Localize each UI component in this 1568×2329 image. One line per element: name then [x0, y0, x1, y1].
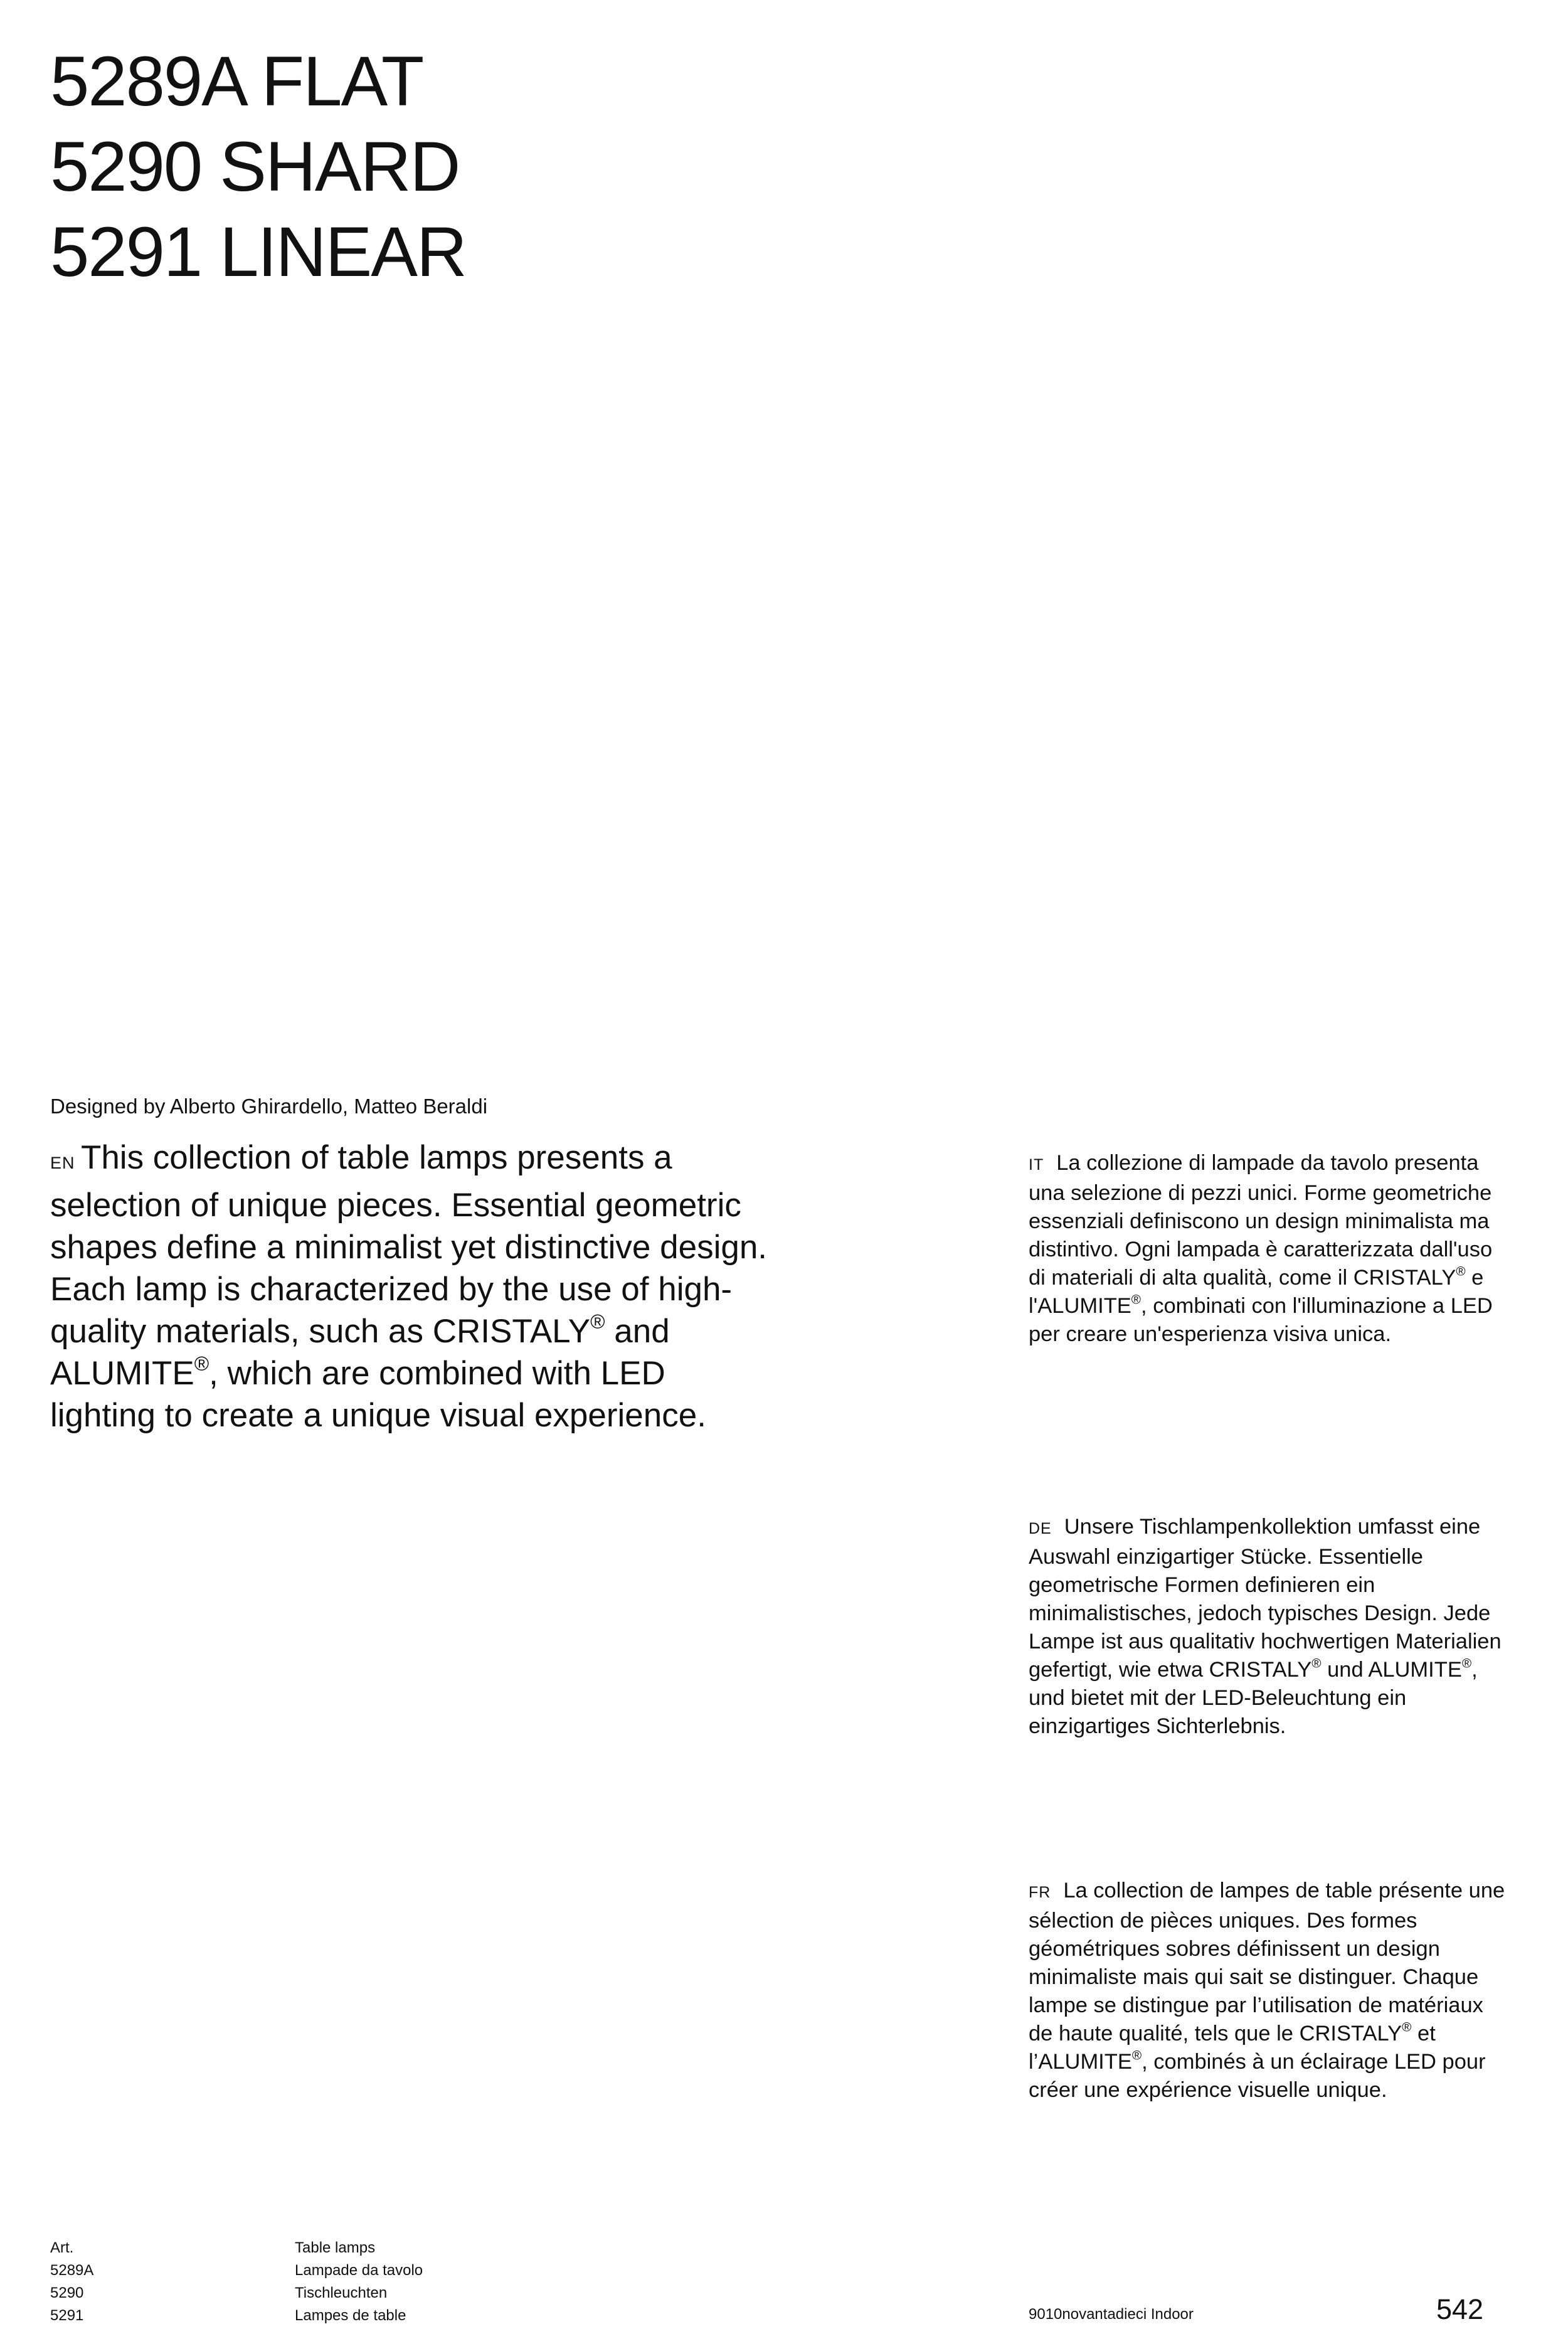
language-tag-en: EN	[50, 1154, 75, 1172]
description-de	[1029, 1513, 1512, 1741]
article-label: Art.	[50, 2239, 74, 2256]
description-it-text: e l'ALUMITE	[1029, 1266, 1484, 1318]
registered-mark: ®	[590, 1310, 605, 1333]
description-de-text: Unsere Tischlampenkollektion umfasst eine Auswahl einzigartiger Stücke. Essentielle geometrische Formen definieren ein minimalistisches, jedoch typisches Design. Jede Lampe ist aus qualitativ hochwertigen Materialien gefertigt, wie etwa CRISTALY	[1029, 1515, 1502, 1682]
description-en-text: and ALUMITE	[50, 1313, 670, 1392]
registered-mark: ®	[1461, 1656, 1472, 1671]
description-fr-text: La collection de lampes de table présente une sélection de pièces uniques. Des formes géométriques sobres définissent un design minimaliste mais qui sait se distinguer. Chaque lampe se distingue par l’utilisation de matériaux de haute qualité, tels que le CRISTALY	[1029, 1879, 1505, 2045]
language-tag-de: DE	[1029, 1520, 1052, 1537]
description-it	[1029, 1149, 1512, 1349]
article-code: 5291	[50, 2307, 84, 2324]
registered-mark: ®	[1311, 1656, 1322, 1671]
registered-mark: ®	[1402, 2020, 1412, 2035]
registered-mark: ®	[1131, 1292, 1142, 1307]
language-tag-fr: FR	[1029, 1884, 1051, 1901]
description-fr-text: , combinés à un éclairage LED pour créer une expérience visuelle unique.	[1029, 2050, 1486, 2102]
description-en-text: This collection of table lamps presents a selection of unique pieces. Essential geometric shapes define a minimalist yet distinctive design. Each lamp is characterized by the use of high-quality materials, such as CRISTALY	[50, 1139, 768, 1350]
registered-mark: ®	[194, 1352, 209, 1375]
description-fr	[1029, 1877, 1512, 2104]
registered-mark: ®	[1456, 1264, 1466, 1279]
category-label: Lampade da tavolo	[295, 2262, 423, 2279]
description-en	[50, 1137, 771, 1436]
description-de-text: und ALUMITE	[1321, 1658, 1462, 1682]
description-it-text: La collezione di lampade da tavolo presenta una selezione di pezzi unici. Forme geometriche essenziali definiscono un design minimalista ma distintivo. Ogni lampada è caratterizzata dall'uso di materiali di alta qualità, come il CRISTALY	[1029, 1151, 1493, 1290]
description-it-text: , combinati con l'illuminazione a LED per creare un'esperienza visiva unica.	[1029, 1294, 1493, 1346]
product-title	[50, 39, 466, 295]
title-line: 5291 LINEAR	[50, 213, 466, 291]
article-codes	[50, 2237, 93, 2327]
title-line: 5289A FLAT	[50, 42, 423, 120]
category-label: Tischleuchten	[295, 2284, 388, 2301]
description-en-text: , which are combined with LED lighting to create a unique visual experience.	[50, 1355, 706, 1434]
category-label: Table lamps	[295, 2239, 376, 2256]
description-de-text: , und bietet mit der LED-Beleuchtung ein einzigartiges Sichterlebnis.	[1029, 1658, 1478, 1738]
category-label: Lampes de table	[295, 2307, 406, 2324]
product-category	[295, 2237, 423, 2327]
article-code: 5290	[50, 2284, 84, 2301]
brand-footer: 9010novantadieci Indoor	[1029, 2306, 1194, 2323]
description-fr-text: et l’ALUMITE	[1029, 2022, 1436, 2074]
page-number: 542	[1436, 2293, 1484, 2325]
language-tag-it: IT	[1029, 1156, 1044, 1174]
title-line: 5290 SHARD	[50, 127, 460, 206]
designer-credit: Designed by Alberto Ghirardello, Matteo Beraldi	[50, 1095, 488, 1118]
registered-mark: ®	[1131, 2048, 1142, 2063]
article-code: 5289A	[50, 2262, 94, 2279]
